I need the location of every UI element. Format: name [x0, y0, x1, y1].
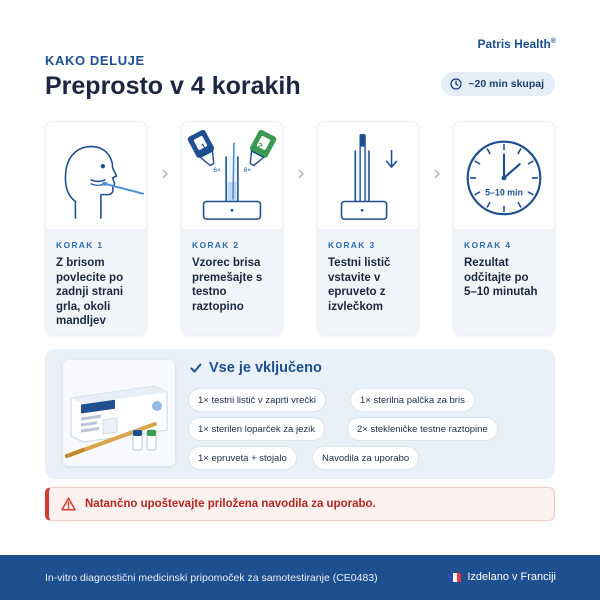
warning-banner — [45, 487, 555, 521]
step-3-illustration — [318, 122, 418, 229]
footer-bar — [0, 555, 600, 600]
footer-regulatory-text: In-vitro diagnostični medicinski pripomoček za samotestiranje (CE0483) — [45, 572, 378, 584]
included-item-chip: 1× sterilen loparček za jezik — [189, 418, 324, 440]
bottle-2-number: 2 — [255, 140, 264, 151]
kit-product-image — [63, 360, 175, 466]
brand-name: Patris Health — [477, 37, 551, 51]
drops-1-label: 6× — [213, 167, 221, 175]
duration-text: ~20 min skupaj — [468, 78, 544, 90]
step-card-4 — [453, 121, 555, 335]
included-panel — [45, 349, 555, 479]
chevron-right-icon — [159, 168, 171, 180]
duration-badge — [441, 72, 555, 96]
france-flag-icon — [448, 573, 461, 582]
included-title — [190, 360, 322, 376]
step-4-illustration — [454, 122, 554, 229]
solution-mix-icon — [182, 122, 282, 229]
step-label: KORAK 3 — [328, 240, 376, 250]
chevron-right-icon — [431, 168, 443, 180]
clock-icon — [454, 122, 554, 229]
step-card-2 — [181, 121, 283, 335]
included-item-chip: 2× stekleničke testne raztopine — [348, 418, 497, 440]
registered-mark: ® — [550, 38, 556, 45]
included-item-chip: 1× testni listič v zaprti vrečki — [189, 389, 325, 411]
test-strip-icon — [318, 122, 418, 229]
warning-triangle-icon — [61, 497, 76, 511]
timer-label: 5–10 min — [485, 187, 523, 198]
step-4-text-area — [454, 229, 554, 335]
included-item-chip: Navodila za uporabo — [313, 447, 418, 469]
kit-box-illustration — [63, 360, 175, 466]
step-2-illustration — [182, 122, 282, 229]
chevron-right-icon — [295, 168, 307, 180]
step-description: Vzorec brisa premešajte s testno raztopino — [192, 257, 263, 313]
step-card-3 — [317, 121, 419, 335]
steps-row — [45, 121, 555, 335]
bottle-1-number: 1 — [199, 141, 208, 152]
step-1-text-area — [46, 229, 146, 335]
section-eyebrow: KAKO DELUJE — [45, 53, 145, 68]
checkmark-icon — [190, 362, 202, 374]
step-2-text-area — [182, 229, 282, 335]
brand-logo — [477, 37, 556, 51]
step-1-illustration — [46, 122, 146, 229]
step-description: Testni listič vstavite v epruveto z izvlečkom — [328, 257, 391, 313]
throat-swab-icon — [46, 122, 146, 229]
warning-text: Natančno upoštevajte priložena navodila za uporabo. — [85, 498, 376, 510]
drops-2-label: 6× — [243, 167, 252, 175]
page-title: Preprosto v 4 korakih — [45, 72, 301, 100]
step-card-1 — [45, 121, 147, 335]
step-description: Rezultat odčitajte po 5–10 minutah — [464, 257, 538, 298]
step-label: KORAK 4 — [464, 240, 512, 250]
step-label: KORAK 1 — [56, 240, 104, 250]
footer-origin-text: Izdelano v Franciji — [467, 571, 556, 583]
step-label: KORAK 2 — [192, 240, 240, 250]
included-item-chip: 1× sterilna palčka za bris — [351, 389, 474, 411]
included-title-text: Vse je vključeno — [209, 360, 322, 376]
clock-small-icon — [450, 78, 462, 90]
included-item-chip: 1× epruveta + stojalo — [189, 447, 296, 469]
step-3-text-area — [318, 229, 418, 335]
step-description: Z brisom povlecite po zadnji strani grla, okoli mandljev — [56, 257, 124, 327]
footer-origin — [448, 571, 556, 583]
